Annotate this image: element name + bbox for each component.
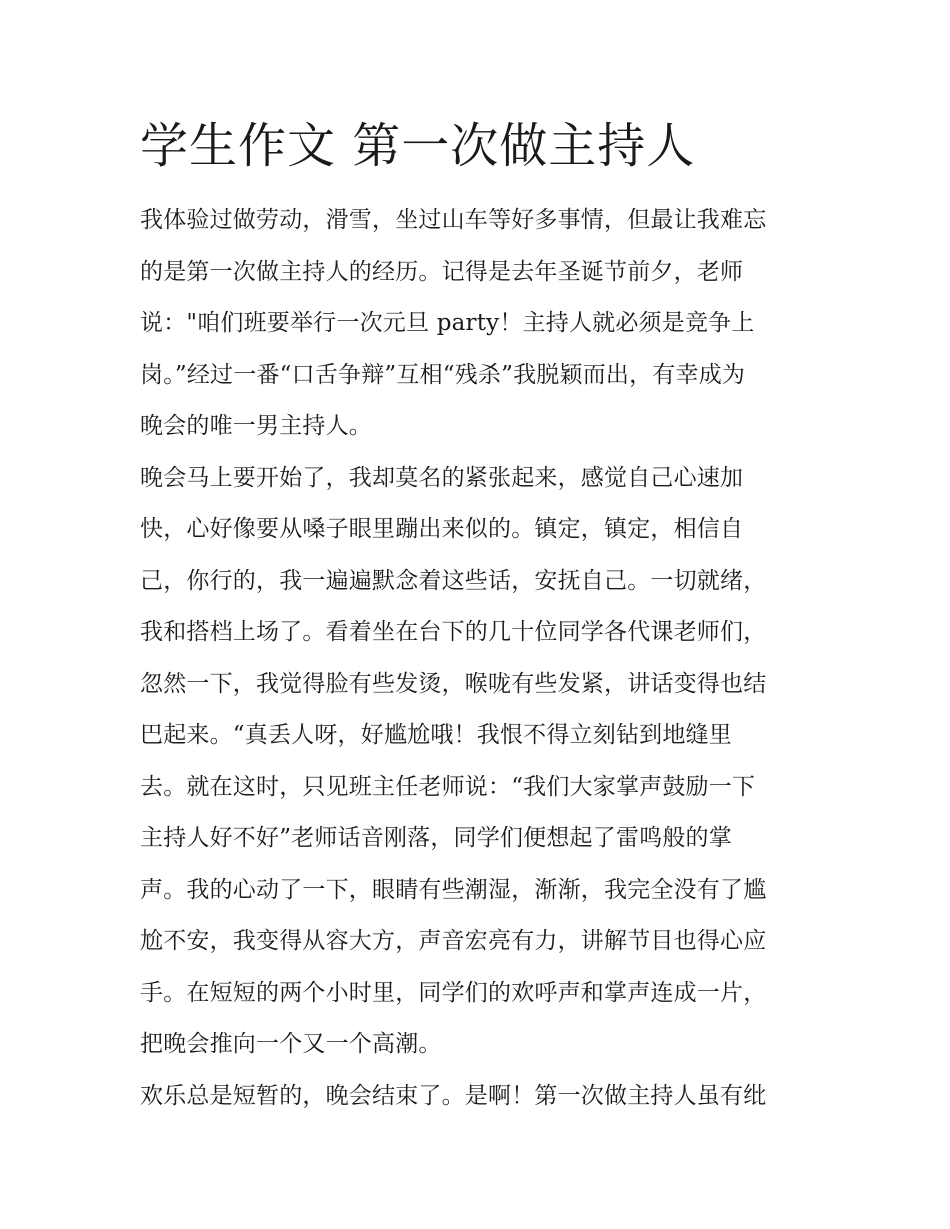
text-line: 忽然一下，我觉得脸有些发烫，喉咙有些发紧，讲话变得也结: [140, 670, 767, 697]
text-line: 巴起来。“真丢人呀，好尴尬哦！我恨不得立刻钻到地缝里: [140, 722, 732, 748]
text-line: 晚会的唯一男主持人。: [140, 413, 372, 439]
text-line: 快，心好像要从嗓子眼里蹦出来似的。镇定，镇定，相信自: [140, 516, 744, 542]
text-line: 的是第一次做主持人的经历。记得是去年圣诞节前夕，老师: [140, 258, 744, 285]
text-line: 我和搭档上场了。看着坐在台下的几十位同学各代课老师们，: [140, 619, 767, 645]
text-line: 己，你行的，我一遍遍默念着这些话，安抚自己。一切就绪，: [140, 567, 767, 594]
document-title: 学生作文 第一次做主持人: [140, 118, 696, 174]
text-line: 主持人好不好”老师话音刚落，同学们便想起了雷鸣般的掌: [140, 825, 732, 851]
text-line: 尬不安，我变得从容大方，声音宏亮有力，讲解节目也得心应: [140, 928, 767, 954]
text-line: 欢乐总是短暂的，晚会结束了。是啊！第一次做主持人虽有纰: [140, 1082, 767, 1109]
text-line: 手。在短短的两个小时里，同学们的欢呼声和掌声连成一片，: [140, 979, 767, 1006]
text-line: 晚会马上要开始了，我却莫名的紧张起来，感觉自己心速加: [140, 464, 744, 491]
text-line: 岗。”经过一番“口舌争辩”互相“残杀”我脱颖而出，有幸成为: [140, 361, 746, 388]
document-body: [140, 114, 820, 1122]
text-line: 去。就在这时，只见班主任老师说：“我们大家掌声鼓励一下: [140, 773, 756, 800]
text-line: 把晚会推向一个又一个高潮。: [140, 1031, 442, 1057]
text-line: 声。我的心动了一下，眼睛有些潮湿，渐渐，我完全没有了尴: [140, 876, 767, 903]
text-line: 说："咱们班要举行一次元旦 party！主持人就必须是竞争上: [140, 310, 755, 336]
text-line: 我体验过做劳动，滑雪，坐过山车等好多事情，但最让我难忘: [140, 207, 767, 233]
